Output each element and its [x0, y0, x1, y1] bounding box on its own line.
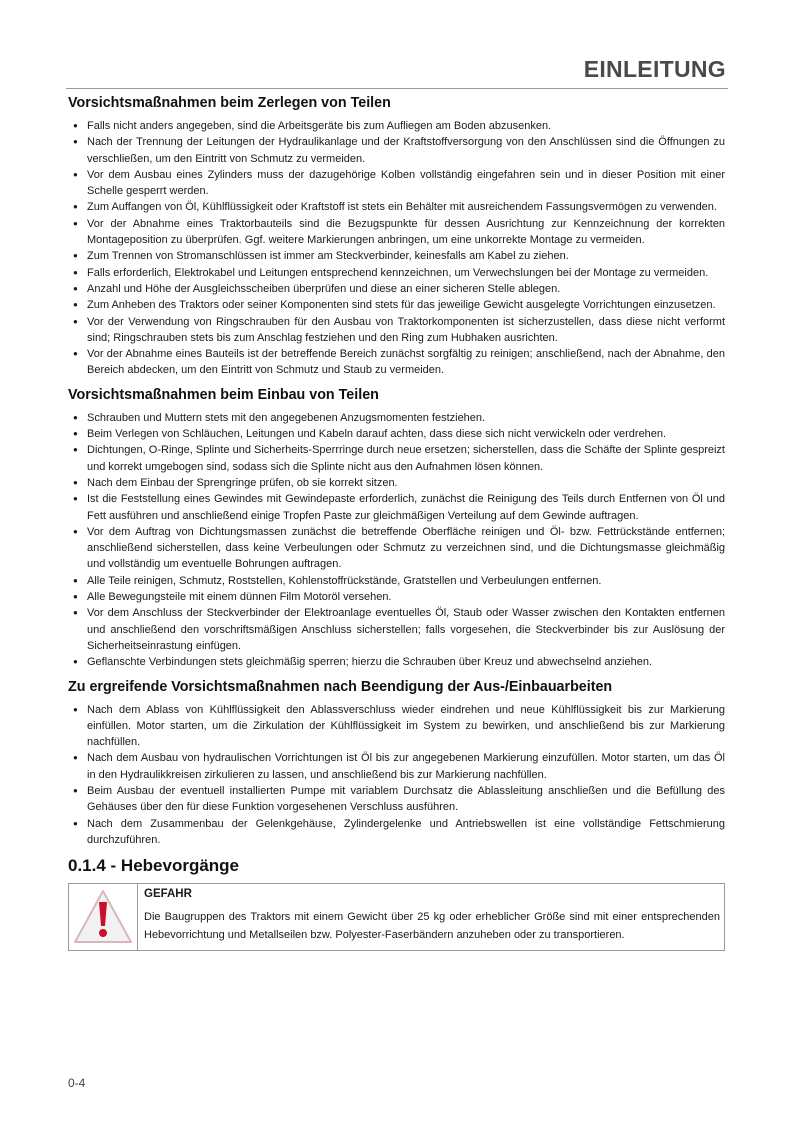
list-item: ● Beim Ausbau der eventuell installierten Pumpe mit variablem Durchsatz die Ablassleitung anschließen und die Befüllung des Gehäuses über den für diese Funktion vorgesehenen Verschluss ausführen. [68, 783, 725, 816]
list-item: ● Falls erforderlich, Elektrokabel und Leitungen entsprechend kennzeichnen, um Verwechslungen bei der Montage zu vermeiden. [68, 265, 725, 281]
list-item: ● Vor der Verwendung von Ringschrauben für den Ausbau von Traktorkomponenten ist sicherzustellen, dass diese nicht verformt sind; Ringschrauben stets bis zum Anschlag festziehen und den Ring zum Hubhaken ausrichten. [68, 314, 725, 347]
list-item: ● Falls nicht anders angegeben, sind die Arbeitsgeräte bis zum Aufliegen am Boden abzusenken. [68, 118, 725, 134]
danger-text-cell [138, 884, 724, 950]
list-item: ● Ist die Feststellung eines Gewindes mit Gewindepaste erforderlich, zunächst die Reinigung des Teils durch Entfernen von Öl und Fett ausführen und anschließend einige Tropfen Paste zur gleichmäßigen Verteilung auf dem Gewinde auftragen. [68, 491, 725, 524]
list-item: ● Zum Auffangen von Öl, Kühlflüssigkeit oder Kraftstoff ist stets ein Behälter mit ausreichendem Fassungsvermögen zu verwenden. [68, 199, 725, 215]
page-number: 0-4 [68, 1076, 86, 1090]
chapter-title: EINLEITUNG [583, 56, 726, 82]
list-item: ● Nach dem Einbau der Sprengringe prüfen, ob sie korrekt sitzen. [68, 475, 725, 491]
list-item: ● Nach dem Ausbau von hydraulischen Vorrichtungen ist Öl bis zur angegebenen Markierung einzufüllen. Motor starten, um das Öl in den Hydraulikkreisen zirkulieren zu lassen, und anschließend bis zur Markierung nachfüllen. [68, 750, 725, 783]
list-item: ● Zum Trennen von Stromanschlüssen ist immer am Steckverbinder, keinesfalls am Kabel zu ziehen. [68, 248, 725, 264]
list-item: ● Dichtungen, O-Ringe, Splinte und Sicherheits-Sperrringe durch neue ersetzen; sicherstellen, dass die Schäfte der Splinte gespreizt und korrekt umgebogen sind, sodass sich die Splinte nicht aus den Aufnahmen lösen können. [68, 442, 725, 475]
danger-label: GEFAHR [144, 888, 192, 901]
danger-icon-cell [69, 884, 138, 950]
section-disassembly [68, 95, 725, 379]
danger-text: Die Baugruppen des Traktors mit einem Gewicht über 25 kg oder erheblicher Größe sind mit einer entsprechenden Hebevorrichtung und Metallseilen bzw. Polyester-Faserbändern anzuheben oder zu transportieren. [144, 911, 720, 942]
section-after-work [68, 679, 725, 849]
list-item: ● Vor der Abnahme eines Traktorbauteils sind die Bezugspunkte für dessen Ausrichtung zur Kennzeichnung der korrekten Montageposition zu überprüfen. Ggf. weitere Markierungen anbringen, um eine unkorrekte Montage zu vermeiden. [68, 216, 725, 249]
danger-notice [68, 883, 725, 951]
list-item: ● Alle Teile reinigen, Schmutz, Roststellen, Kohlenstoffrückstände, Gratstellen und Verbeulungen entfernen. [68, 573, 725, 589]
list-item: ● Nach dem Zusammenbau der Gelenkgehäuse, Zylindergelenke und Antriebswellen ist eine vollständige Fettschmierung durchzuführen. [68, 816, 725, 849]
list-item: ● Vor dem Ausbau eines Zylinders muss der dazugehörige Kolben vollständig eingefahren sein und in dieser Position mit einer Schelle gesperrt werden. [68, 167, 725, 200]
page-content [68, 95, 725, 951]
header-divider [66, 88, 728, 89]
list-item: ● Geflanschte Verbindungen stets gleichmäßig sperren; hierzu die Schrauben über Kreuz und abwechselnd anziehen. [68, 654, 725, 670]
section-heading: Zu ergreifende Vorsichtsmaßnahmen nach Beendigung der Aus-/Einbauarbeiten [68, 678, 613, 695]
bullet-list [68, 702, 725, 849]
bullet-list [68, 118, 725, 379]
list-item: ● Vor dem Auftrag von Dichtungsmassen zunächst die betreffende Oberfläche reinigen und Öl- bzw. Fettrückstände entfernen; anschließend sicherstellen, dass keine Verbeulungen oder Schmutz zu verzeichnen sind, und die Dichtungsmasse gleichmäßig und vollständig um eventuelle Bohrungen auftragen. [68, 524, 725, 573]
list-item: ● Anzahl und Höhe der Ausgleichsscheiben überprüfen und diese an einer sicheren Stelle ablegen. [68, 281, 725, 297]
list-item: ● Schrauben und Muttern stets mit den angegebenen Anzugsmomenten festziehen. [68, 410, 725, 426]
subsection-title: 0.1.4 - Hebevorgänge [68, 856, 240, 876]
list-item: ● Zum Anheben des Traktors oder seiner Komponenten sind stets für das jeweilige Gewicht ausgelegte Vorrichtungen einzusetzen. [68, 297, 725, 313]
section-assembly [68, 387, 725, 671]
list-item: ● Alle Bewegungsteile mit einem dünnen Film Motoröl versehen. [68, 589, 725, 605]
section-heading: Vorsichtsmaßnahmen beim Zerlegen von Teilen [68, 95, 391, 111]
list-item: ● Nach dem Ablass von Kühlflüssigkeit den Ablassverschluss wieder eindrehen und neue Kühlflüssigkeit bis zur Markierung einfüllen. Motor starten, um die Zirkulation der Kühlflüssigkeit im System zu bewirken, und anschließend bis zur Markierung nachfüllen. [68, 702, 725, 751]
section-heading: Vorsichtsmaßnahmen beim Einbau von Teilen [68, 386, 379, 403]
danger-triangle-icon [72, 888, 134, 946]
list-item: ● Vor der Abnahme eines Bauteils ist der betreffende Bereich zunächst sorgfältig zu reinigen; anschließend, nach der Abnahme, den Bereich abdecken, um den Eintritt von Schmutz und Staub zu vermeiden. [68, 346, 725, 379]
list-item: ● Beim Verlegen von Schläuchen, Leitungen und Kabeln darauf achten, dass diese sich nicht verwickeln oder verdrehen. [68, 426, 725, 442]
list-item: ● Vor dem Anschluss der Steckverbinder der Elektroanlage eventuelles Öl, Staub oder Wasser zwischen den Kontakten entfernen und anschließend den vorschriftsmäßigen Anschluss sicherstellen; falls vorgesehen, die Steckverbinder bis zur Auslösung der Sicherheitseinrastung einfügen. [68, 605, 725, 654]
bullet-list [68, 410, 725, 671]
list-item: ● Nach der Trennung der Leitungen der Hydraulikanlage und der Kraftstoffversorgung von den Anschlüssen sind die Öffnungen zu verschließen, um den Eintritt von Schmutz zu vermeiden. [68, 134, 725, 167]
